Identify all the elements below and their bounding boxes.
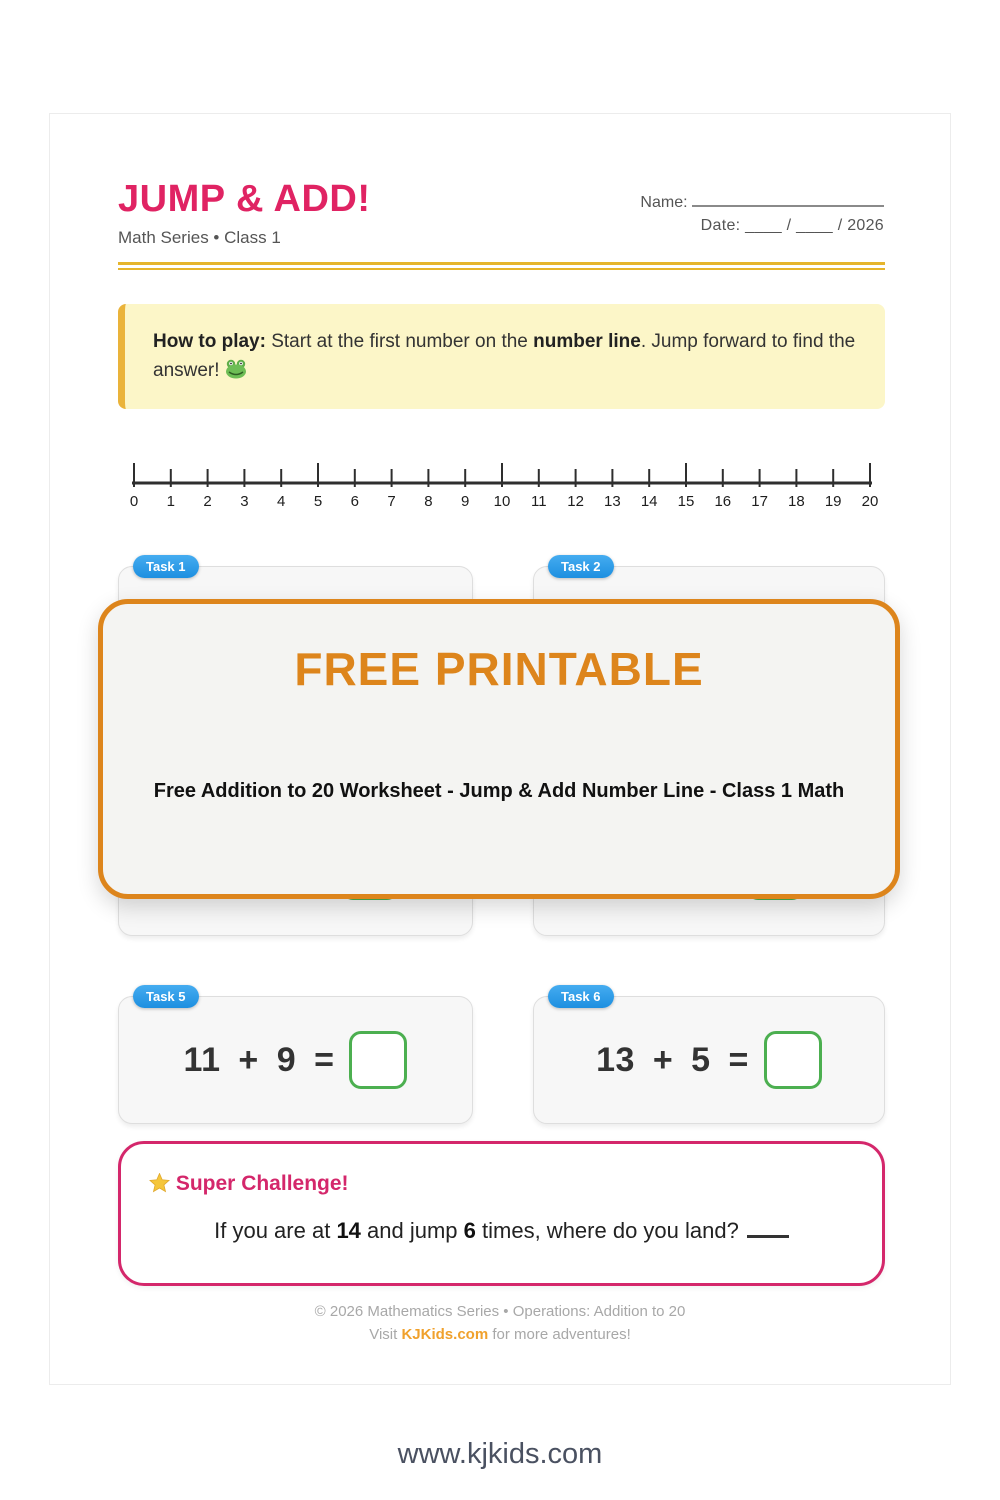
challenge-number-2: 6	[463, 1218, 476, 1243]
how-to-play-text-1: Start at the first number on the	[265, 331, 534, 352]
task-6-equation: 13 + 5 =	[596, 1040, 749, 1079]
gold-divider-line-bottom	[118, 268, 885, 270]
worksheet-page	[49, 113, 951, 1385]
page-subtitle: Math Series • Class 1	[118, 228, 281, 247]
svg-text:10: 10	[493, 493, 511, 510]
name-row	[584, 192, 884, 212]
super-challenge-box	[118, 1141, 885, 1286]
star-icon	[149, 1172, 170, 1195]
challenge-answer-blank	[747, 1222, 789, 1238]
super-challenge-title: Super Challenge!	[175, 1172, 349, 1195]
svg-text:7: 7	[387, 493, 396, 510]
number-line	[118, 454, 885, 510]
date-row	[584, 217, 884, 235]
answer-box	[764, 1031, 822, 1089]
svg-text:20: 20	[861, 493, 879, 510]
date-label: Date:	[700, 217, 741, 234]
page-title: JUMP & ADD!	[118, 178, 371, 220]
gold-divider-line-top	[118, 262, 885, 265]
how-to-play-text-2: . Jump forward to find the answer!	[153, 331, 856, 381]
how-to-play-bold: number line	[533, 331, 641, 352]
free-printable-banner	[98, 599, 900, 899]
svg-text:8: 8	[424, 493, 433, 510]
svg-text:6: 6	[350, 493, 359, 510]
task-6-badge: Task 6	[548, 985, 614, 1008]
free-printable-subtitle: Free Addition to 20 Worksheet - Jump & Add Number Line - Class 1 Math	[153, 780, 845, 802]
header-left	[118, 178, 371, 248]
free-printable-title: FREE PRINTABLE	[294, 643, 704, 695]
task-1-badge: Task 1	[133, 555, 199, 578]
how-to-play-label: How to play:	[153, 331, 266, 352]
challenge-number-1: 14	[336, 1218, 361, 1243]
site-url[interactable]: www.kjkids.com	[397, 1438, 603, 1470]
challenge-text-3: times, where do you land?	[475, 1218, 739, 1243]
sheet-footer	[50, 1300, 950, 1347]
visit-prefix: Visit	[369, 1326, 402, 1344]
task-2-badge: Task 2	[548, 555, 614, 578]
answer-box	[349, 1031, 407, 1089]
task-5-equation-row	[119, 997, 472, 1123]
svg-text:13: 13	[604, 493, 621, 510]
svg-text:11: 11	[531, 493, 547, 510]
name-blank-line	[692, 192, 884, 207]
date-blanks: ____ / ____ / 2026	[745, 217, 884, 234]
svg-text:3: 3	[240, 493, 249, 510]
task-5-equation: 11 + 9 =	[183, 1040, 335, 1079]
task-6-equation-row	[534, 997, 884, 1123]
super-challenge-title-row	[149, 1172, 854, 1196]
name-date-block	[584, 192, 884, 235]
svg-text:19: 19	[824, 493, 842, 510]
svg-text:9: 9	[461, 493, 470, 510]
number-line-svg	[118, 454, 885, 510]
frog-icon	[225, 360, 247, 381]
super-challenge-question	[149, 1218, 854, 1244]
svg-text:5: 5	[313, 493, 323, 510]
visit-suffix: for more adventures!	[488, 1326, 631, 1344]
challenge-text-2: and jump	[360, 1218, 464, 1243]
svg-text:0: 0	[129, 493, 139, 510]
svg-text:1: 1	[166, 493, 175, 510]
gold-divider	[118, 262, 885, 270]
task-card-5	[118, 989, 473, 1124]
svg-text:16: 16	[714, 493, 732, 510]
brand-link[interactable]: KJKids.com	[401, 1326, 489, 1344]
challenge-text-1: If you are at	[214, 1218, 337, 1243]
svg-text:17: 17	[751, 493, 768, 510]
svg-text:4: 4	[277, 493, 286, 510]
name-label: Name:	[640, 194, 688, 211]
svg-text:18: 18	[788, 493, 805, 510]
svg-text:14: 14	[640, 493, 658, 510]
svg-text:2: 2	[203, 493, 212, 510]
task-card-6	[533, 989, 885, 1124]
visit-line	[50, 1323, 950, 1346]
svg-text:12: 12	[567, 493, 584, 510]
task-5-badge: Task 5	[133, 985, 199, 1008]
copyright-line: © 2026 Mathematics Series • Operations: Addition to 20	[314, 1303, 686, 1320]
svg-text:15: 15	[677, 493, 695, 510]
how-to-play-box	[118, 304, 885, 409]
